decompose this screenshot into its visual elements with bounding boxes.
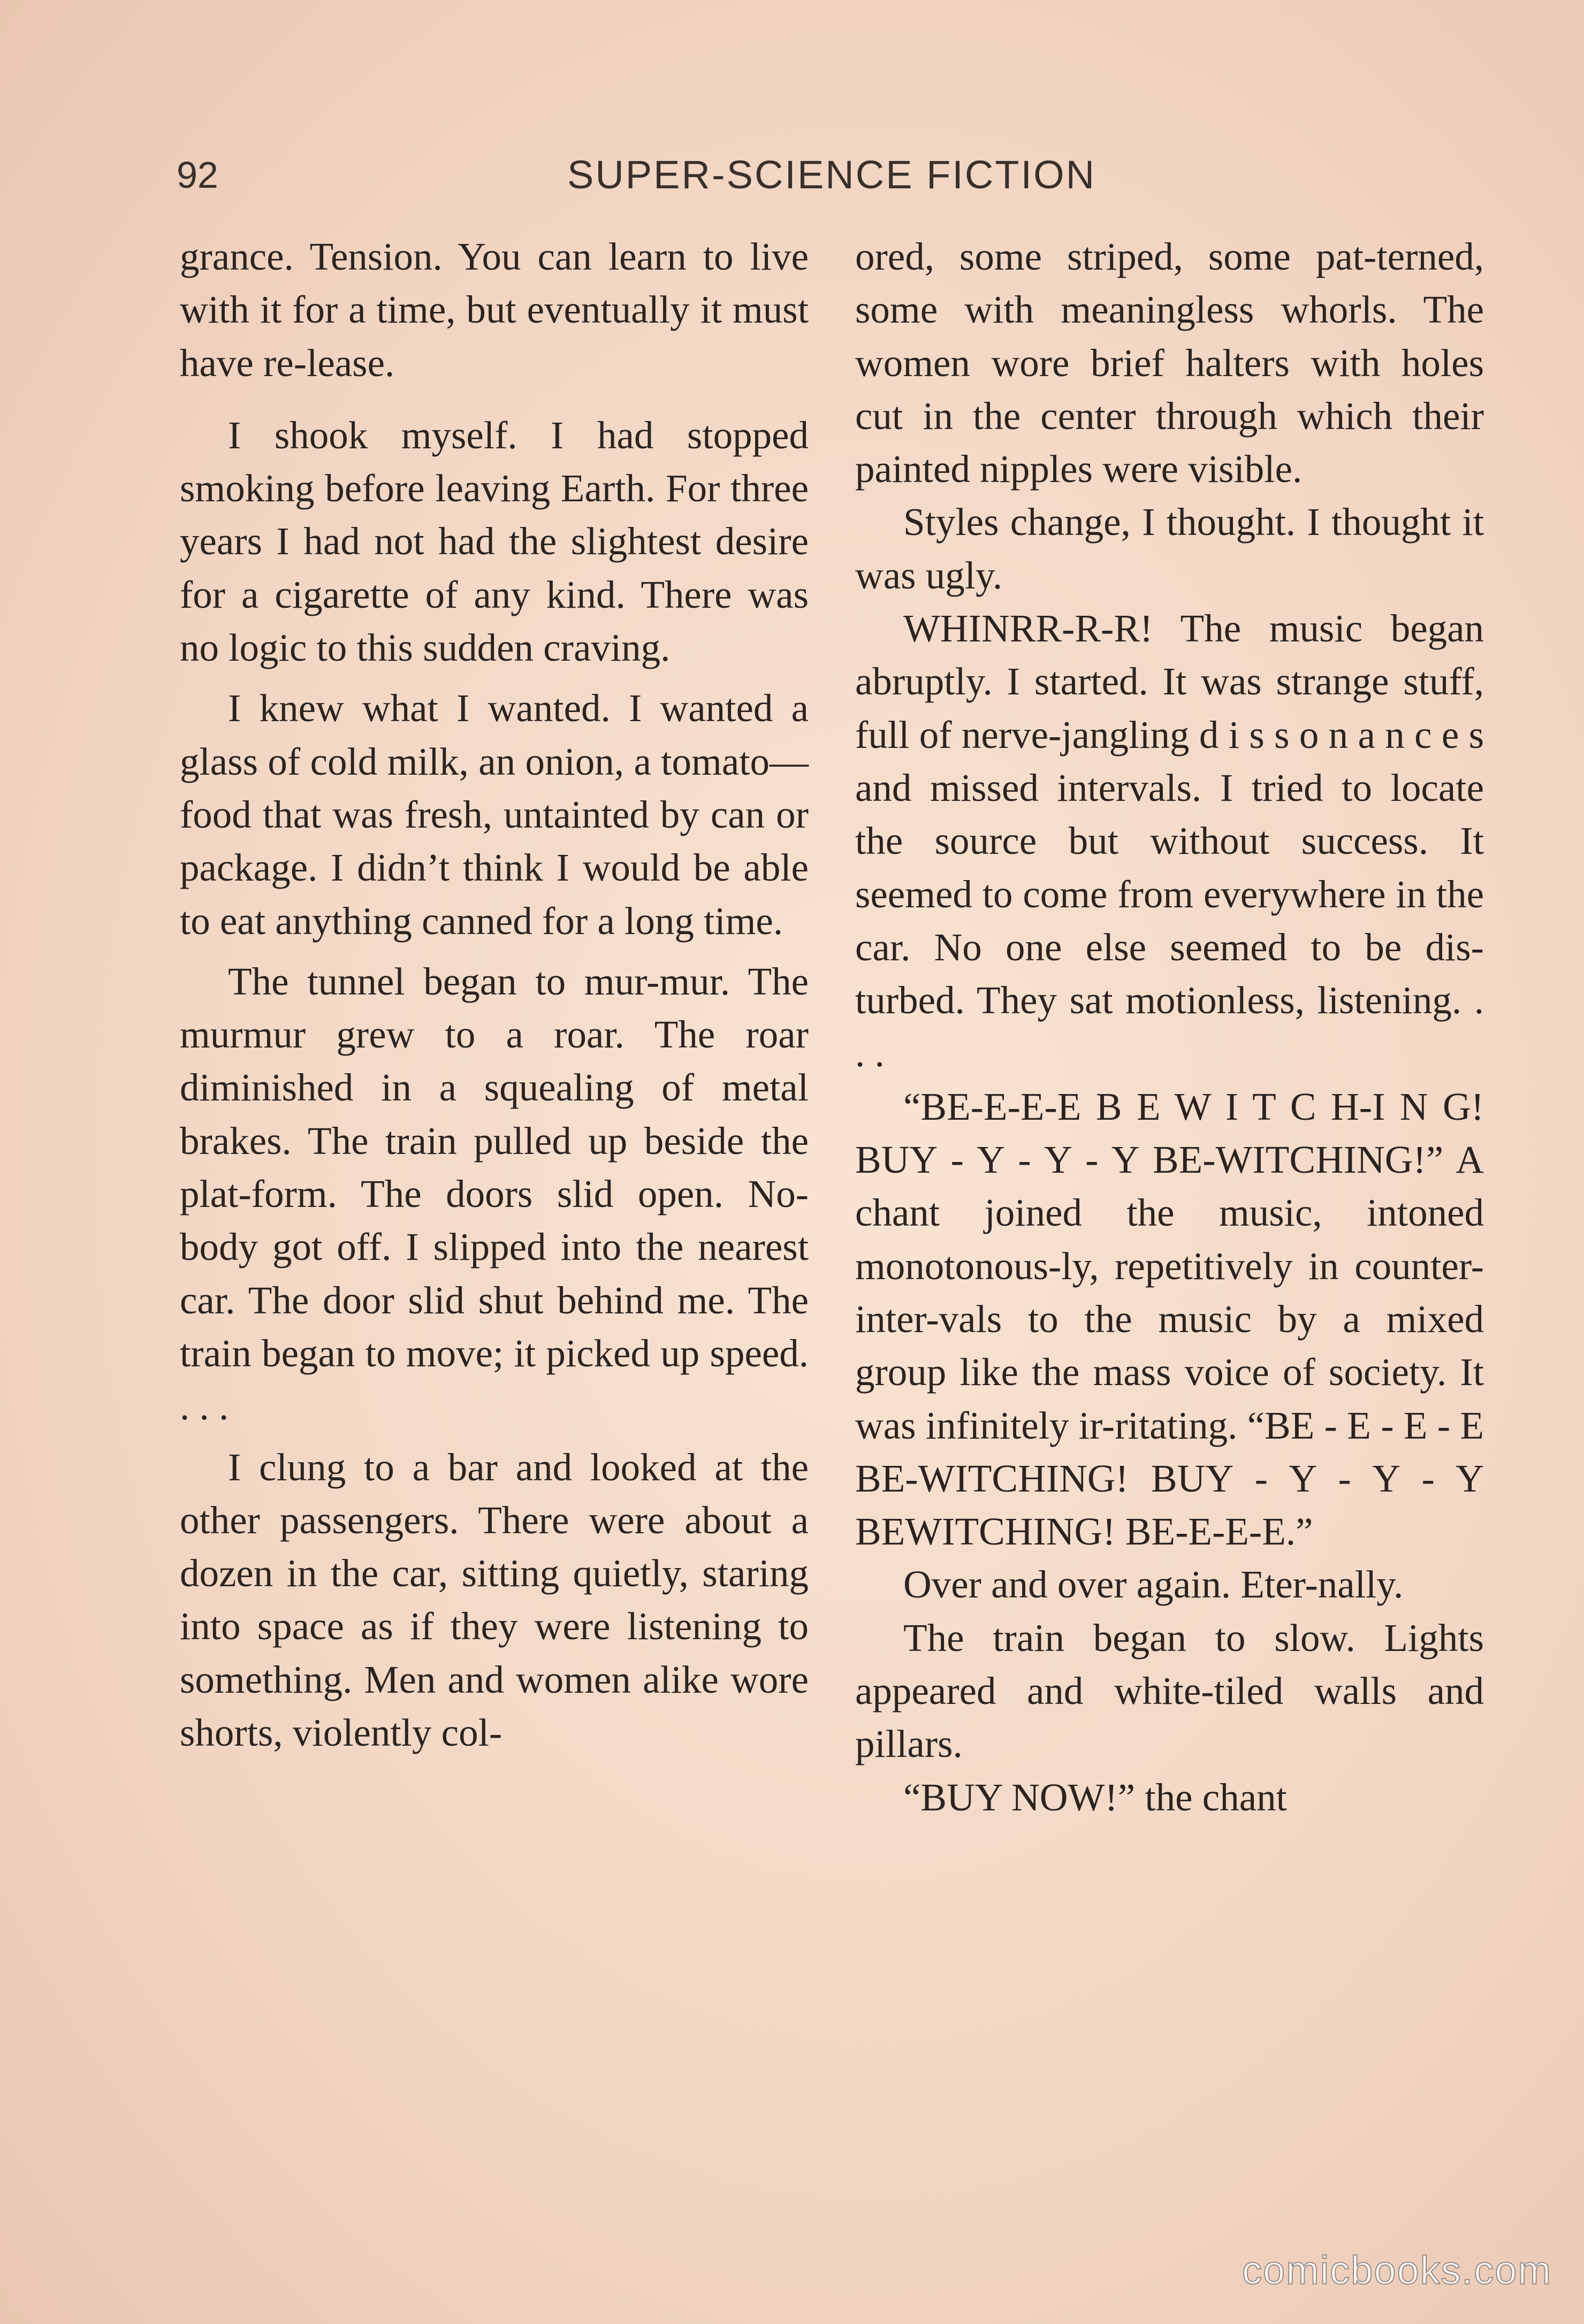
page-number: 92: [177, 154, 218, 196]
watermark-text: comicbooks.com: [1242, 2248, 1552, 2292]
paragraph: I clung to a bar and looked at the other passengers. There were about a dozen in the car, sitting quietly, staring into space as if they were listening to something. Men and women alike wore shorts, violently col-: [180, 1445, 809, 1755]
paragraph: “BE-E-E-E B E W I T C H-I N G! BUY - Y - Y - Y BE-WITCHING!” A chant joined the music, intoned monotonous-ly, repetitively in counter-inter-vals to the music by a mixed group like the mass voice of society. It was infinitely ir-ritating. “BE - E - E - E BE-WITCHING! BUY - Y - Y - Y BEWITCHING! BE-E-E-E.”: [855, 1084, 1484, 1554]
page-header: [177, 151, 1493, 210]
paragraph: Over and over again. Eter-nally.: [903, 1563, 1404, 1607]
paragraph: ored, some striped, some pat-terned, some with meaningless whorls. The women wore brief halters with holes cut in the center through which their painted nipples were visible.: [855, 235, 1484, 491]
paragraph: The train began to slow. Lights appeared and white-tiled walls and pillars.: [855, 1616, 1484, 1766]
running-title: SUPER-SCIENCE FICTION: [567, 152, 1096, 197]
paragraph: I knew what I wanted. I wanted a glass of cold milk, an onion, a tomato—food that was fresh, untainted by can or package. I didn’t think I would be able to eat anything canned for a long time.: [180, 686, 809, 943]
paragraph: grance. Tension. You can learn to live with it for a time, but eventually it must have re-lease.: [180, 235, 809, 385]
paragraph: The tunnel began to mur-mur. The murmur grew to a roar. The roar diminished in a squealing of metal brakes. The train pulled up beside the plat-form. The doors slid open. No-body got off. I slipped into the nearest car. The door slid shut behind me. The train began to move; it picked up speed. . . .: [180, 959, 809, 1428]
text-column-right: [855, 230, 1484, 1824]
text-column-left: [180, 230, 809, 1759]
paragraph: I shook myself. I had stopped smoking before leaving Earth. For three years I had not had the slightest desire for a cigarette of any kind. There was no logic to this sudden craving.: [180, 413, 809, 670]
paragraph: “BUY NOW!” the chant: [903, 1775, 1287, 1819]
paragraph: WHINRR-R-R! The music began abruptly. I started. It was strange stuff, full of nerve-jangling d i s s o n a n c e s and missed intervals. I tried to locate the source but without success. It seemed to come from everywhere in the car. No one else seemed to be dis-turbed. They sat motionless, listening. . . .: [855, 607, 1484, 1075]
paragraph: Styles change, I thought. I thought it was ugly.: [855, 500, 1484, 597]
